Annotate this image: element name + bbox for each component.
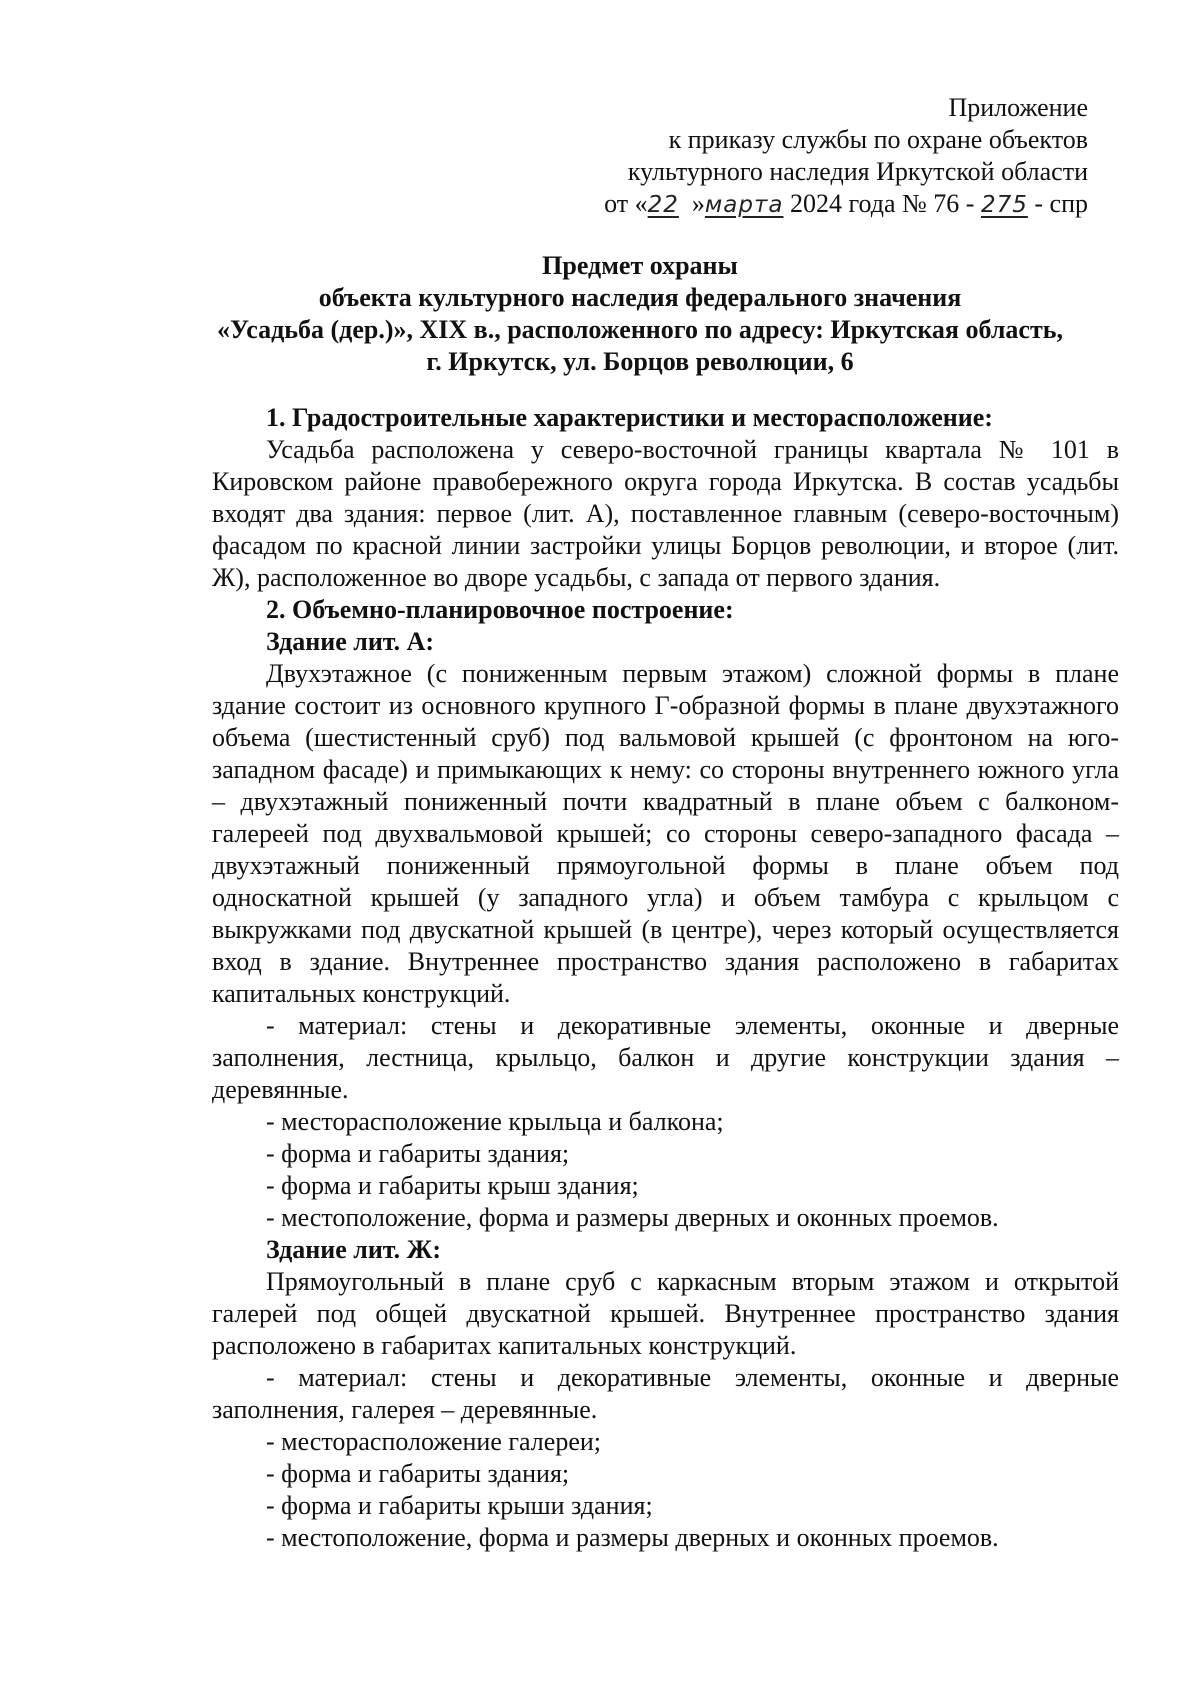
building-a-text: Двухэтажное (с пониженным первым этажом) сложной формы в плане здание состоит из основного крупного Г-образной формы в плане двухэтажного объема (шестистенный сруб) под вальмовой крышей (с фронтоном на юго-западном фасаде) и примыкающих к нему: со стороны внутреннего южного угла – двухэтажный пониженный почти квадратный в плане объем с балконом-галереей под двухвальмовой крышей; со стороны северо-западного фасада – двухэтажный пониженный прямоугольной формы в плане объем под односкатной крышей (у западного угла) и объем тамбура с крыльцом с выкружками под двускатной крышей (в центре), через который осуществляется вход в здание. Внутреннее пространство здания расположено в габаритах капитальных конструкций. <box>212 659 1119 1008</box>
title-line-2: объекта культурного наследия федерального значения <box>318 283 962 312</box>
list-item: - форма и габариты крыш здания; <box>266 1171 639 1200</box>
title-line-1: Предмет охраны <box>542 251 738 280</box>
list-item: - месторасположение галереи; <box>266 1427 601 1456</box>
document-title <box>190 250 1090 378</box>
building-zh-material: - материал: стены и декоративные элементы, оконные и дверные заполнения, галерея – деревянные. <box>212 1363 1119 1424</box>
handwritten-day: 22 <box>647 192 679 218</box>
appendix-order-line: к приказу службы по охране объектов <box>668 125 1088 154</box>
building-zh-text: Прямоугольный в плане сруб с каркасным вторым этажом и открытой галерей под общей двускатной крышей. Внутреннее пространство здания расположено в габаритах капитальных конструкций. <box>212 1267 1119 1360</box>
list-item: - форма и габариты крыши здания; <box>266 1491 653 1520</box>
order-suffix: - спр <box>1034 189 1088 218</box>
appendix-title: Приложение <box>948 93 1088 122</box>
handwritten-month: марта <box>704 192 784 218</box>
list-item: - форма и габариты здания; <box>266 1459 570 1488</box>
section-2-heading: 2. Объемно-планировочное построение: <box>266 595 734 624</box>
document-body <box>212 402 1119 1554</box>
list-item: - форма и габариты здания; <box>266 1139 570 1168</box>
handwritten-number: 275 <box>980 192 1028 218</box>
building-zh-heading: Здание лит. Ж: <box>266 1235 441 1264</box>
building-a-heading: Здание лит. А: <box>266 627 435 656</box>
list-item: - месторасположение крыльца и балкона; <box>266 1107 724 1136</box>
appendix-date-line <box>328 188 1088 221</box>
appendix-header <box>328 92 1088 221</box>
building-a-material: - материал: стены и декоративные элементы, оконные и дверные заполнения, лестница, крыльцо, балкон и другие конструкции здания – деревянные. <box>212 1011 1119 1104</box>
section-1-heading: 1. Градостроительные характеристики и месторасположение: <box>266 403 993 432</box>
appendix-service-line: культурного наследия Иркутской области <box>627 157 1088 186</box>
list-item: - местоположение, форма и размеры дверных и оконных проемов. <box>266 1523 999 1552</box>
list-item: - местоположение, форма и размеры дверных и оконных проемов. <box>266 1203 999 1232</box>
date-year: 2024 года № 76 - <box>789 189 975 218</box>
date-quote: » <box>691 189 705 218</box>
title-line-3: «Усадьба (дер.)», XIX в., расположенного по адресу: Иркутская область, <box>216 315 1063 344</box>
title-line-4: г. Иркутск, ул. Борцов революции, 6 <box>426 347 854 376</box>
section-1-text: Усадьба расположена у северо-восточной границы квартала № 101 в Кировском районе правобережного округа города Иркутска. В состав усадьбы входят два здания: первое (лит. А), поставленное главным (северо-восточным) фасадом по красной линии застройки улицы Борцов революции, и второе (лит. Ж), расположенное во дворе усадьбы, с запада от первого здания. <box>212 435 1119 592</box>
date-prefix: от « <box>604 189 648 218</box>
